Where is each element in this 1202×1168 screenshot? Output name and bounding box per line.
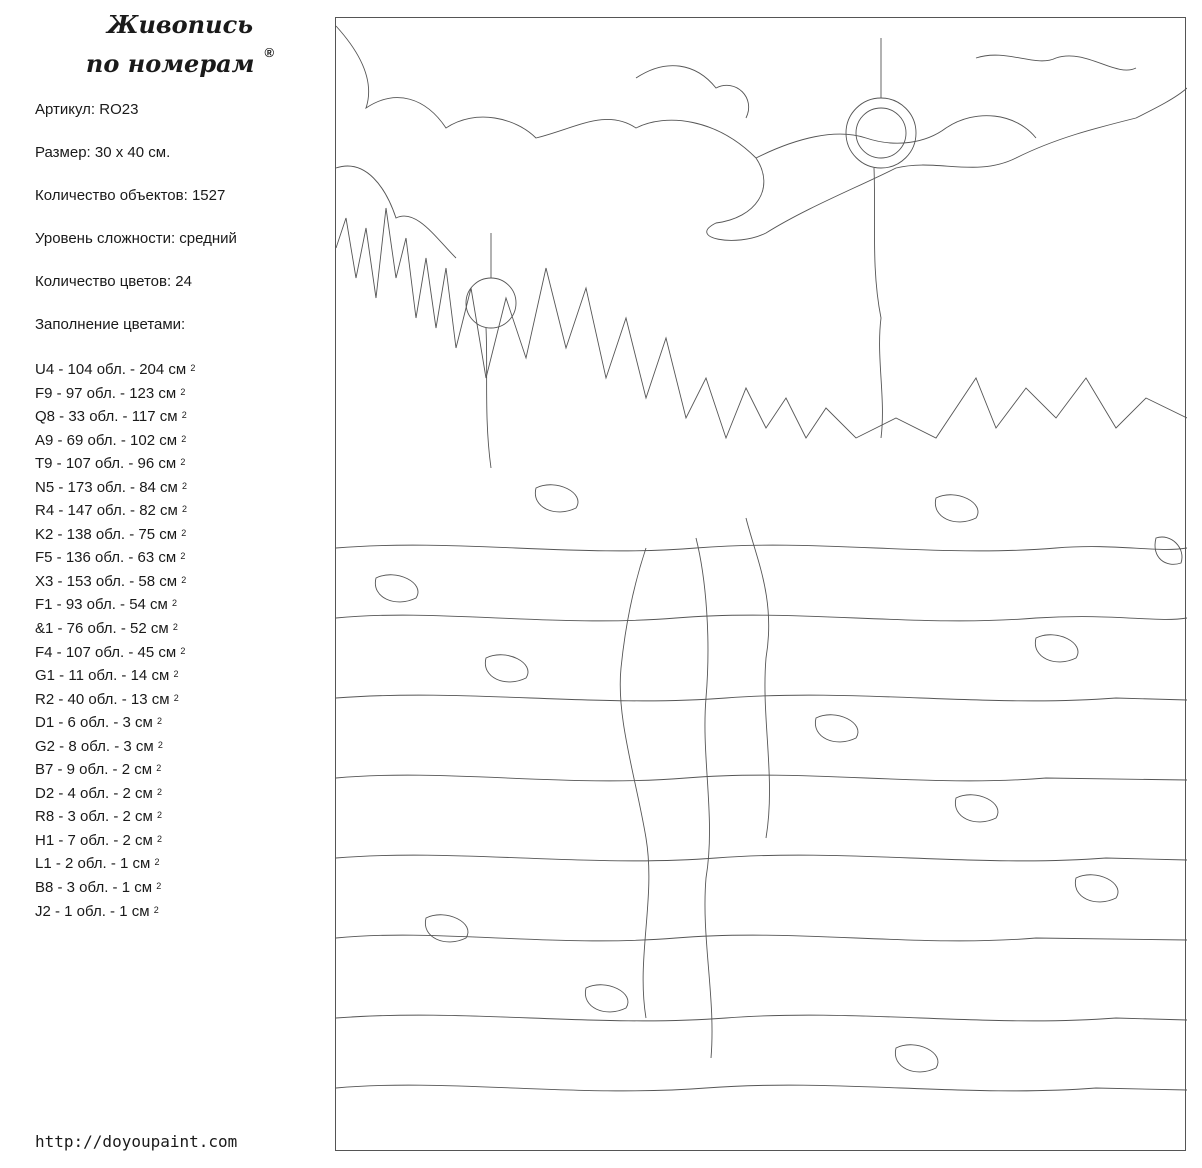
square-unit-superscript: 2 <box>156 881 162 892</box>
color-fill-row <box>35 618 195 642</box>
water-band-outline <box>336 1085 1187 1091</box>
color-fill-text: B7 - 9 обл. - 2 см <box>35 761 153 779</box>
cloud-outline <box>976 55 1136 70</box>
square-unit-superscript: 2 <box>173 692 179 703</box>
color-fill-row <box>35 594 195 618</box>
colors-count-text: Количество цветов: 24 <box>35 273 192 290</box>
patch-outline <box>1155 537 1182 564</box>
square-unit-superscript: 2 <box>181 433 187 444</box>
color-fill-text: B8 - 3 обл. - 1 см <box>35 879 153 897</box>
color-fill-row <box>35 430 195 454</box>
square-unit-superscript: 2 <box>181 410 187 421</box>
square-unit-superscript: 2 <box>157 786 163 797</box>
article-text: Артикул: RO23 <box>35 101 139 118</box>
color-fill-row <box>35 665 195 689</box>
patch-outline <box>1035 635 1078 662</box>
color-fill-row <box>35 477 195 501</box>
color-fill-row <box>35 547 195 571</box>
square-unit-superscript: 2 <box>156 763 162 774</box>
patch-outline <box>425 915 468 942</box>
color-fill-text: N5 - 173 обл. - 84 см <box>35 478 178 496</box>
brand-logo <box>60 8 300 81</box>
square-unit-superscript: 2 <box>157 739 163 750</box>
color-fill-row <box>35 571 195 595</box>
brand-title-line2 <box>60 42 300 81</box>
coloring-canvas <box>335 17 1186 1151</box>
water-band-outline <box>336 615 1187 621</box>
color-fill-row <box>35 453 195 477</box>
water-band-outline <box>336 855 1187 861</box>
website-url[interactable]: http://doyoupaint.com <box>35 1132 238 1151</box>
square-unit-superscript: 2 <box>172 598 178 609</box>
water-band-outline <box>336 935 1187 941</box>
difficulty-text: Уровень сложности: средний <box>35 230 237 247</box>
square-unit-superscript: 2 <box>181 574 187 585</box>
water-band-outline <box>336 1015 1187 1021</box>
square-unit-superscript: 2 <box>180 551 186 562</box>
registered-mark: ® <box>264 45 275 60</box>
outline-drawing <box>336 18 1187 1152</box>
color-fill-text: Q8 - 33 обл. - 117 см <box>35 408 178 426</box>
color-fill-row <box>35 689 195 713</box>
square-unit-superscript: 2 <box>180 457 186 468</box>
square-unit-superscript: 2 <box>182 504 188 515</box>
square-unit-superscript: 2 <box>173 669 179 680</box>
square-unit-superscript: 2 <box>157 716 163 727</box>
patch-outline <box>585 985 628 1012</box>
color-fill-row <box>35 901 195 925</box>
color-fill-text: R4 - 147 обл. - 82 см <box>35 502 178 520</box>
color-fill-row <box>35 759 195 783</box>
color-fill-text: A9 - 69 обл. - 102 см <box>35 431 178 449</box>
color-fill-text: G1 - 11 обл. - 14 см <box>35 667 170 685</box>
color-fill-text: R2 - 40 обл. - 13 см <box>35 690 170 708</box>
fill-heading: Заполнение цветами: <box>35 316 186 333</box>
color-fill-text: F1 - 93 обл. - 54 см <box>35 596 168 614</box>
color-fill-row <box>35 877 195 901</box>
figure-outline <box>620 548 649 1018</box>
color-fill-row <box>35 783 195 807</box>
patch-outline <box>815 715 858 742</box>
size-text: Размер: 30 х 40 см. <box>35 144 171 161</box>
color-fill-row <box>35 524 195 548</box>
patch-outline <box>375 575 418 602</box>
color-fill-text: D1 - 6 обл. - 3 см <box>35 714 153 732</box>
square-unit-superscript: 2 <box>157 833 163 844</box>
color-fill-text: U4 - 104 обл. - 204 см <box>35 361 187 378</box>
color-fill-row <box>35 853 195 877</box>
color-fill-text: J2 - 1 обл. - 1 см <box>35 902 150 920</box>
color-fill-text: L1 - 2 обл. - 1 см <box>35 855 151 873</box>
square-unit-superscript: 2 <box>153 904 159 915</box>
brand-title-line2-text: по номерам <box>85 49 255 78</box>
patch-outline <box>535 485 578 512</box>
cloud-outline <box>756 116 1036 158</box>
color-fill-text: T9 - 107 обл. - 96 см <box>35 455 177 473</box>
square-unit-superscript: 2 <box>172 622 178 633</box>
skyline-outline <box>336 208 1187 438</box>
patch-outline <box>485 655 528 682</box>
patch-outline <box>895 1045 938 1072</box>
color-fill-row <box>35 806 195 830</box>
color-fill-row <box>35 383 195 407</box>
lamp-globe-outline <box>856 108 906 158</box>
cloud-outline <box>336 26 1187 240</box>
color-fill-text: &1 - 76 обл. - 52 см <box>35 620 169 638</box>
color-fill-text: R8 - 3 обл. - 2 см <box>35 808 153 826</box>
color-fill-text: X3 - 153 обл. - 58 см <box>35 572 178 590</box>
figure-outline <box>746 518 770 838</box>
color-fill-list <box>35 359 195 924</box>
color-fill-text: F9 - 97 обл. - 123 см <box>35 384 177 402</box>
lamp-globe-outline <box>846 98 916 168</box>
color-fill-text: D2 - 4 обл. - 2 см <box>35 784 153 802</box>
color-fill-row <box>35 712 195 736</box>
square-unit-superscript: 2 <box>180 645 186 656</box>
cloud-outline <box>336 166 456 258</box>
color-fill-text: F5 - 136 обл. - 63 см <box>35 549 177 567</box>
brand-title-line1: Живопись <box>106 10 254 39</box>
color-fill-row <box>35 642 195 666</box>
water-band-outline <box>336 695 1187 701</box>
color-fill-row <box>35 736 195 760</box>
cloud-outline <box>636 66 749 118</box>
color-fill-text: G2 - 8 обл. - 3 см <box>35 737 154 755</box>
color-fill-row <box>35 359 195 383</box>
square-unit-superscript: 2 <box>157 810 163 821</box>
lamp-post-outline <box>486 233 491 468</box>
color-fill-row <box>35 500 195 524</box>
square-unit-superscript: 2 <box>181 527 187 538</box>
color-fill-text: K2 - 138 обл. - 75 см <box>35 525 178 543</box>
square-unit-superscript: 2 <box>180 386 186 397</box>
color-fill-text: F4 - 107 обл. - 45 см <box>35 643 177 661</box>
objects-count-text: Количество объектов: 1527 <box>35 187 226 204</box>
patch-outline <box>935 495 978 522</box>
square-unit-superscript: 2 <box>190 363 196 373</box>
color-fill-text: H1 - 7 обл. - 2 см <box>35 831 153 849</box>
square-unit-superscript: 2 <box>182 480 188 491</box>
color-fill-row <box>35 406 195 430</box>
water-band-outline <box>336 545 1187 551</box>
product-info <box>35 100 237 358</box>
color-fill-row <box>35 830 195 854</box>
water-band-outline <box>336 775 1187 781</box>
patch-outline <box>1075 875 1118 902</box>
patch-outline <box>955 795 998 822</box>
square-unit-superscript: 2 <box>154 857 160 868</box>
